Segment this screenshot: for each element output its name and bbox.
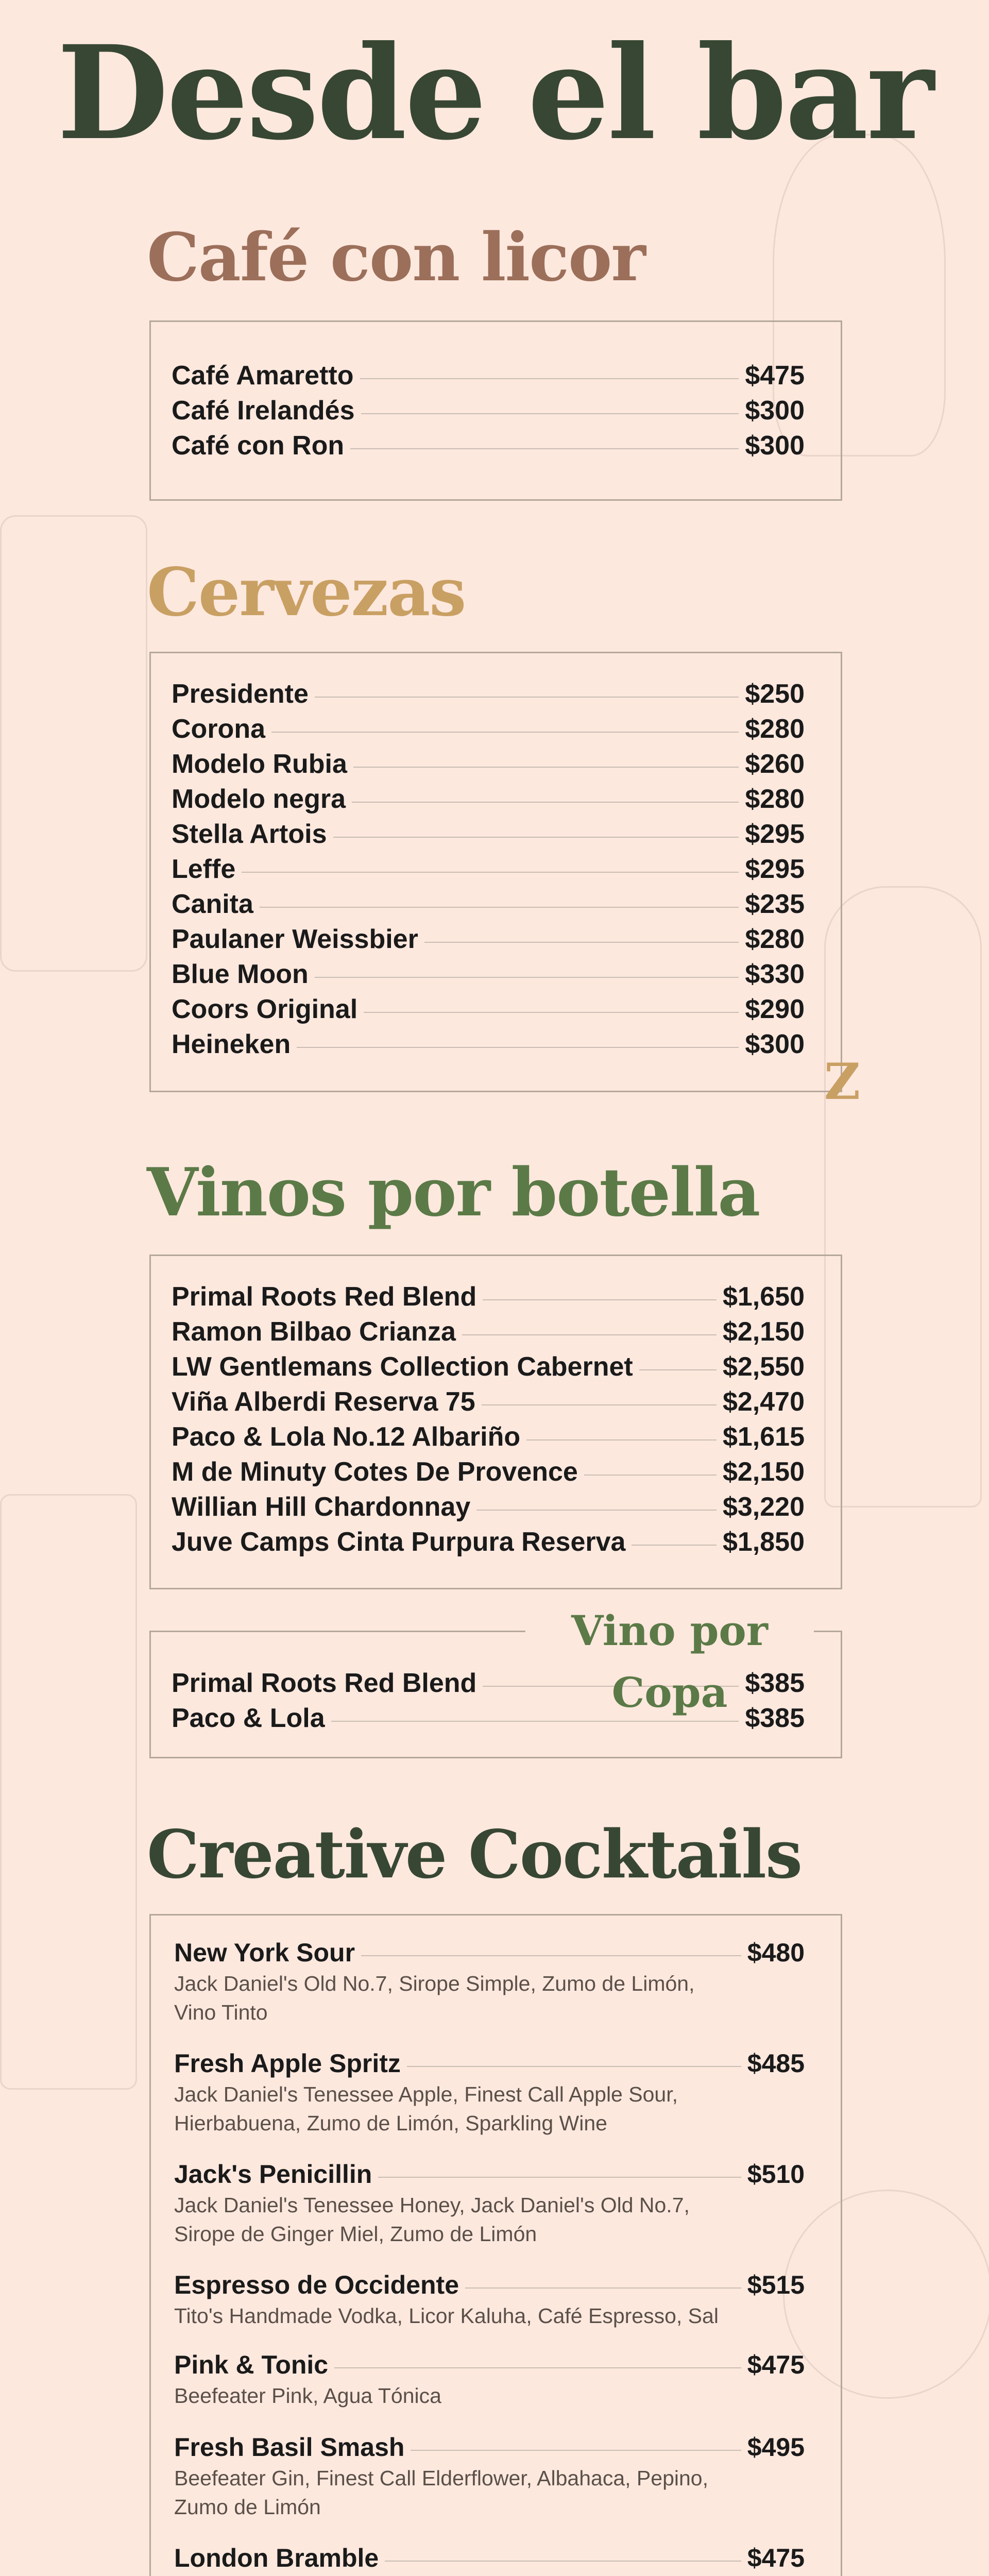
menu-item: Stella Artois $295 [172,819,805,849]
menu-item: Paco & Lola $385 [172,1703,805,1733]
menu-item: M de Minuty Cotes De Provence $2,150 [172,1457,805,1487]
menu-item: Leffe $295 [172,854,805,884]
menu-item: Juve Camps Cinta Purpura Reserva $1,850 [172,1527,805,1557]
menu-item: Primal Roots Red Blend $1,650 [172,1282,805,1312]
z-ornament-icon: Z [824,1053,861,1111]
menu-item: Café con Ron $300 [172,431,805,461]
creative-list [149,1914,842,2576]
cocktail-item: New York Sour $480 Jack Daniel's Old No.7, Sirope Simple, Zumo de Limón, Vino Tinto [174,1938,805,2024]
cocktail-item: London Bramble $475 [174,2544,805,2572]
cocktail-item: Espresso de Occidente $515 Tito's Handmade Vodka, Licor Kaluha, Café Espresso, Sal [174,2270,805,2328]
menu-item: Presidente $250 [172,679,805,709]
cervezas-list [149,652,842,1092]
cocktail-glass-sketch-icon [0,1494,137,2090]
menu-item: Heineken $300 [172,1029,805,1059]
beer-mug-sketch-icon [0,515,147,972]
menu-item: Coors Original $290 [172,994,805,1024]
menu-item: Primal Roots Red Blend $385 [172,1668,805,1698]
page-title: Desde el bar [57,17,932,168]
cocktail-item: Jack's Penicillin $510 Jack Daniel's Tenessee Honey, Jack Daniel's Old No.7, Sirope de Ginger Miel, Zumo de Limón [174,2160,805,2246]
menu-item: Modelo negra $280 [172,784,805,814]
cocktail-item: Pink & Tonic $475 Beefeater Pink, Agua Tónica [174,2350,805,2408]
section-title-vinos: Vinos por botella [147,1154,760,1231]
cafe-list [149,320,842,501]
menu-item: Café Amaretto $475 [172,361,805,391]
cocktail-item: Fresh Basil Smash $495 Beefeater Gin, Finest Call Elderflower, Albahaca, Pepino, Zumo de Limón [174,2433,805,2519]
menu-item: Corona $280 [172,714,805,744]
section-title-creative: Creative Cocktails [147,1816,802,1893]
menu-item: Viña Alberdi Reserva 75 $2,470 [172,1387,805,1417]
wine-bottle-sketch-icon [824,886,982,1507]
menu-item: LW Gentlemans Collection Cabernet $2,550 [172,1352,805,1382]
section-title-cafe: Café con licor [147,219,645,296]
section-title-copa: Vino por Copa [525,1600,814,1662]
menu-item: Willian Hill Chardonnay $3,220 [172,1492,805,1522]
menu-item: Café Irelandés $300 [172,396,805,426]
menu-item: Ramon Bilbao Crianza $2,150 [172,1317,805,1347]
menu-item: Canita $235 [172,889,805,919]
menu-item: Paco & Lola No.12 Albariño $1,615 [172,1422,805,1452]
section-title-cervezas: Cervezas [147,554,466,631]
menu-item: Blue Moon $330 [172,959,805,989]
menu-item: Modelo Rubia $260 [172,749,805,779]
menu-item: Paulaner Weissbier $280 [172,924,805,954]
vinos-list [149,1255,842,1589]
cocktail-item: Fresh Apple Spritz $485 Jack Daniel's Tenessee Apple, Finest Call Apple Sour, Hierbabuena, Zumo de Limón, Sparkling Wine [174,2049,805,2135]
